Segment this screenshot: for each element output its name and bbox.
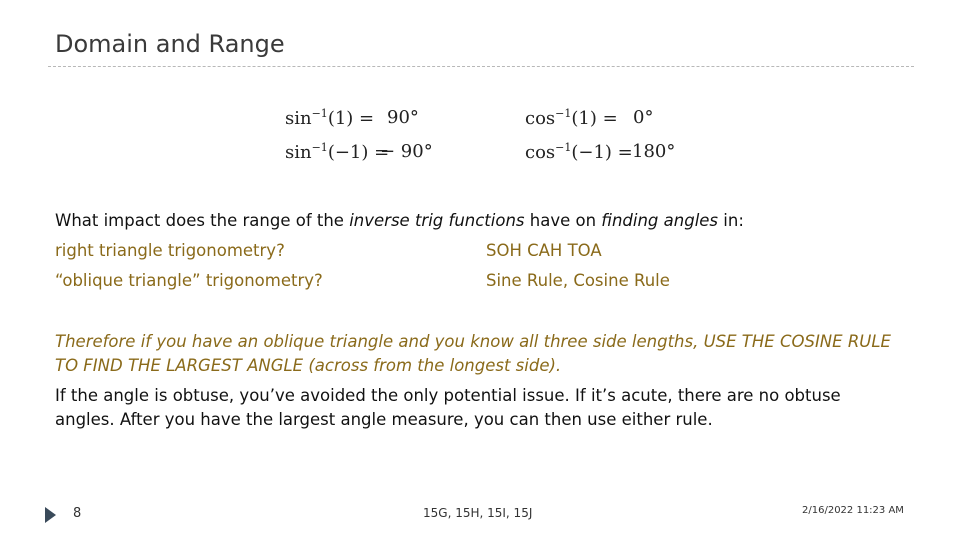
triangle-right-icon (45, 507, 56, 523)
row-oblique-triangle-label: “oblique triangle” trigonometry? (55, 271, 323, 290)
question-text: What impact does the range of the inverse trig functions have on finding angles in: (55, 211, 744, 230)
therefore-statement: Therefore if you have an oblique triangle and you know all three side lengths, USE THE COSINE RULE TO FIND THE LARGEST ANGLE (across from the longest side). (55, 332, 891, 375)
equation-arccos-neg1: $\cos^{-1}(-1)$ = 180° (525, 141, 676, 163)
title-divider (48, 66, 914, 67)
explanation-paragraph: If the angle is obtuse, you’ve avoided the only potential issue. If it’s acute, there are no obtuse angles. After you have the largest angle measure, you can then use either rule. (55, 386, 841, 429)
equation-arcsin-1: $\sin^{-1}(1)$ = 90° (285, 107, 419, 129)
slide-title: Domain and Range (55, 30, 285, 58)
footer-datetime: 2/16/2022 11:23 AM (802, 505, 904, 516)
footer-center-text: 15G, 15H, 15I, 15J (423, 506, 533, 520)
equation-arccos-1: $\cos^{-1}(1)$ = 0° (525, 107, 654, 129)
slide-number: 8 (73, 506, 82, 521)
row-right-triangle-label: right triangle trigonometry? (55, 241, 285, 260)
footer-bullet (45, 504, 56, 523)
equation-arcsin-neg1: $\sin^{-1}(-1)$ = − 90° (285, 141, 433, 163)
row-oblique-triangle-method: Sine Rule, Cosine Rule (486, 271, 670, 290)
row-right-triangle-method: SOH CAH TOA (486, 241, 602, 260)
